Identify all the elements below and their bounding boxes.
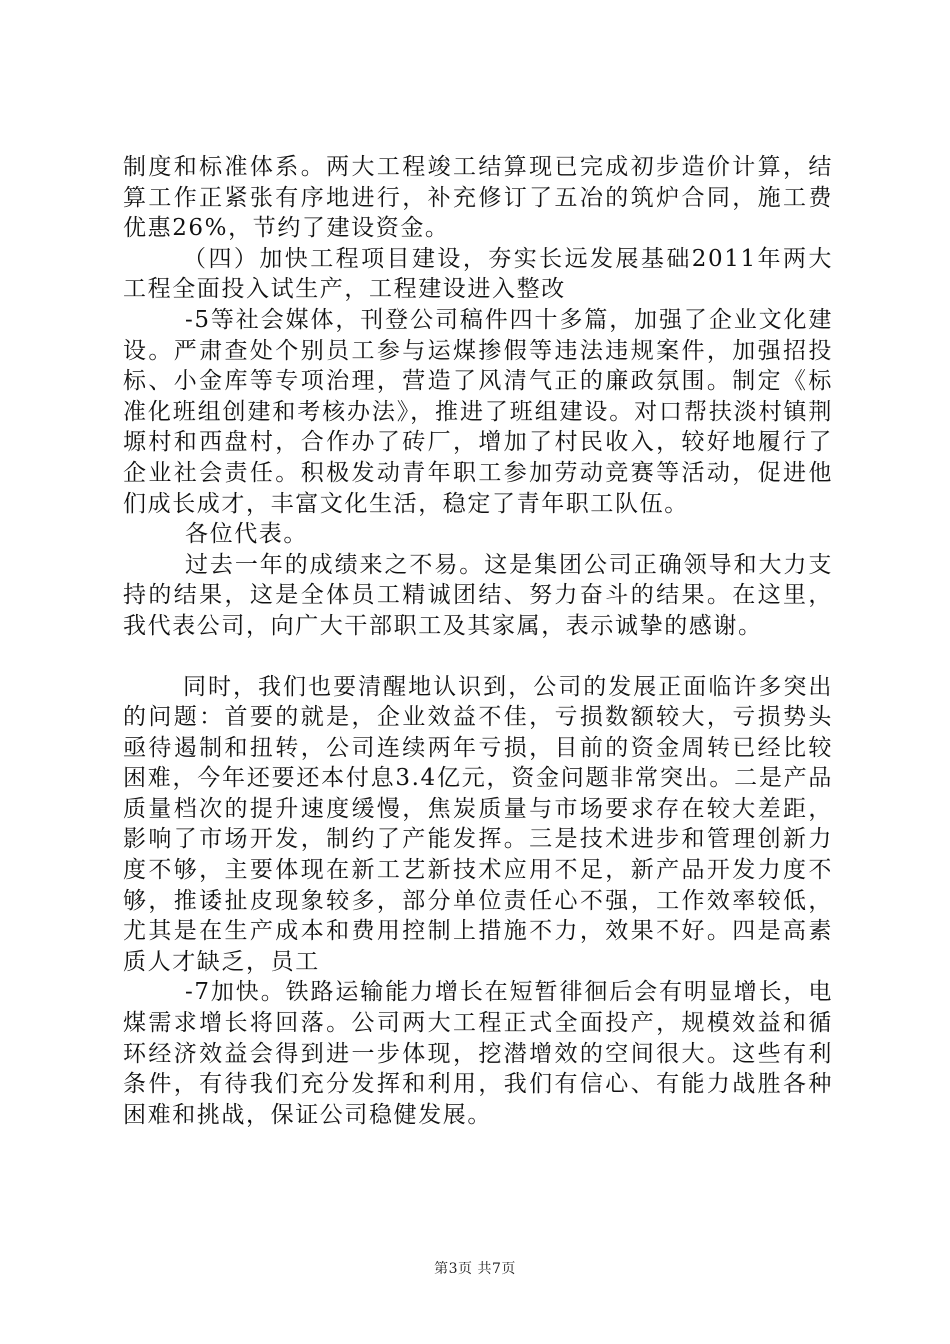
paragraph-corporate-culture: -5等社会媒体，刊登公司稿件四十多篇，加强了企业文化建设。严肃查处个别员工参与运煤掺假等违法违规案件，加强招投标、小金库等专项治理，营造了风清气正的廉政氛围。制定《标准化班组创建和考核办法》，推进了班组建设。对口帮扶淡村镇荆塬村和西盘村，合作办了砖厂，增加了村民收入，较好地履行了企业社会责任。积极发动青年职工参加劳动竞赛等活动，促进他们成长成才，丰富文化生活，稳定了青年职工队伍。: [123, 306, 833, 517]
paragraph-outlook: -7加快。铁路运输能力增长在短暂徘徊后会有明显增长，电煤需求增长将回落。公司两大工程正式全面投产，规模效益和循环经济效益会得到进一步体现，挖潜增效的空间很大。这些有利条件，有待我们充分发挥和利用，我们有信心、有能力战胜各种困难和挑战，保证公司稳健发展。: [123, 979, 833, 1128]
paragraph-spacer: [123, 642, 833, 672]
paragraph-thanks: 过去一年的成绩来之不易。这是集团公司正确领导和大力支持的结果，这是全体员工精诚团结、努力奋斗的结果。在这里，我代表公司，向广大干部职工及其家属，表示诚挚的感谢。: [123, 551, 833, 639]
paragraph-section-four-heading: （四）加快工程项目建设，夯实长远发展基础2011年两大工程全面投入试生产，工程建设进入整改: [123, 245, 833, 303]
paragraph-delegates-address: 各位代表。: [185, 521, 308, 548]
paragraph-settlement: 制度和标准体系。两大工程竣工结算现已完成初步造价计算，结算工作正紧张有序地进行，补充修订了五冶的筑炉合同，施工费优惠26%，节约了建设资金。: [123, 154, 833, 242]
paragraph-problems: 同时，我们也要清醒地认识到，公司的发展正面临许多突出的问题：首要的就是，企业效益不佳，亏损数额较大，亏损势头亟待遏制和扭转，公司连续两年亏损，目前的资金周转已经比较困难，今年还要还本付息3.4亿元，资金问题非常突出。二是产品质量档次的提升速度缓慢，焦炭质量与市场要求存在较大差距，影响了市场开发，制约了产能发挥。三是技术进步和管理创新力度不够，主要体现在新工艺新技术应用不足，新产品开发力度不够，推诿扯皮现象较多，部分单位责任心不强，工作效率较低，尤其是在生产成本和费用控制上措施不力，效果不好。四是高素质人才缺乏，员工: [123, 673, 833, 975]
page-number-footer: 第3页 共7页: [434, 1261, 516, 1277]
document-body: [123, 152, 833, 1130]
